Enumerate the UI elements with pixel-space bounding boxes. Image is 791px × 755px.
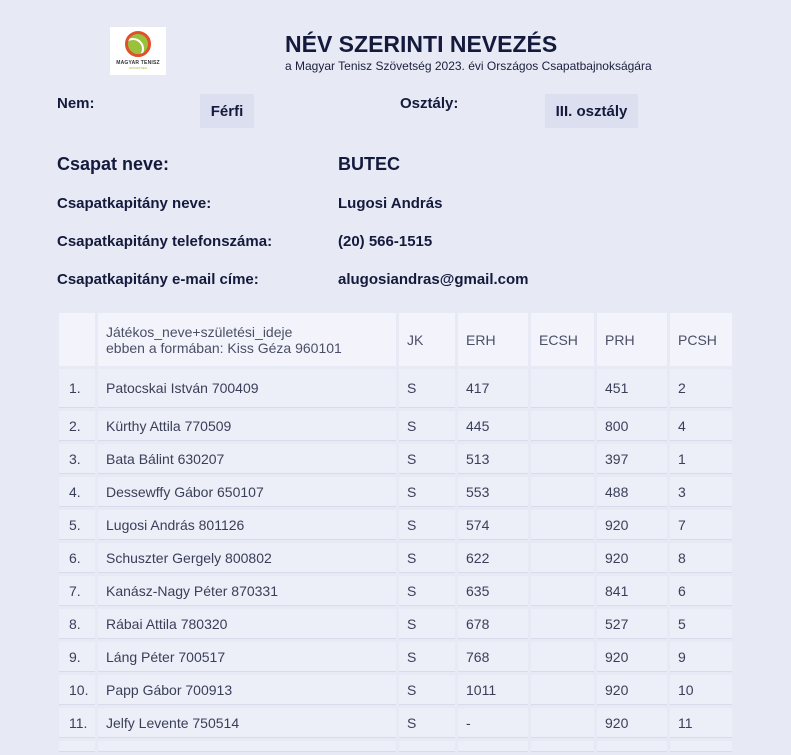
- cell-prh[interactable]: 920: [597, 510, 667, 540]
- cell-prh[interactable]: 488: [597, 477, 667, 507]
- cell-erh[interactable]: 417: [458, 369, 528, 408]
- cell-ecsh[interactable]: [531, 477, 594, 507]
- table-row: [59, 609, 732, 639]
- cell-name[interactable]: Lugosi András 801126: [98, 510, 396, 540]
- cell-ecsh[interactable]: [531, 642, 594, 672]
- cell-erh[interactable]: 768: [458, 642, 528, 672]
- cell-prh[interactable]: 800: [597, 411, 667, 441]
- cell-pcsh[interactable]: 7: [670, 510, 732, 540]
- cell-name[interactable]: Rábai Attila 780320: [98, 609, 396, 639]
- team-value[interactable]: BUTEC: [338, 154, 400, 174]
- table-header-row: [59, 313, 732, 366]
- cell-erh[interactable]: -: [458, 708, 528, 738]
- cell-prh[interactable]: 920: [597, 642, 667, 672]
- email-label: Csapatkapitány e-mail címe:: [57, 271, 259, 288]
- phone-label: Csapatkapitány telefonszáma:: [57, 233, 273, 250]
- cell-name[interactable]: Dessewffy Gábor 650107: [98, 477, 396, 507]
- cell-ecsh[interactable]: [531, 675, 594, 705]
- cell-jk[interactable]: S: [399, 369, 455, 408]
- captain-label: Csapatkapitány neve:: [57, 195, 212, 212]
- cell-name[interactable]: Láng Péter 700517: [98, 642, 396, 672]
- cell-jk[interactable]: S: [399, 642, 455, 672]
- page-subtitle: a Magyar Tenisz Szövetség 2023. évi Országos Csapatbajnokságára: [285, 59, 652, 73]
- cell-idx: 10.: [59, 675, 95, 705]
- gender-label: Nem:: [57, 95, 95, 112]
- cell-empty: [670, 741, 732, 752]
- cell-idx: 5.: [59, 510, 95, 540]
- cell-jk[interactable]: S: [399, 675, 455, 705]
- class-label: Osztály:: [400, 95, 459, 112]
- cell-pcsh[interactable]: 2: [670, 369, 732, 408]
- table-row: [59, 675, 732, 705]
- tennis-ball-icon: [125, 31, 151, 57]
- captain-value[interactable]: Lugosi András: [338, 195, 443, 212]
- cell-pcsh[interactable]: 8: [670, 543, 732, 573]
- cell-prh[interactable]: 920: [597, 543, 667, 573]
- cell-ecsh[interactable]: [531, 609, 594, 639]
- cell-erh[interactable]: 1011: [458, 675, 528, 705]
- cell-name[interactable]: Patocskai István 700409: [98, 369, 396, 408]
- cell-idx: 4.: [59, 477, 95, 507]
- cell-prh[interactable]: 527: [597, 609, 667, 639]
- cell-pcsh[interactable]: 11: [670, 708, 732, 738]
- team-label: Csapat neve:: [57, 154, 170, 174]
- cell-prh[interactable]: 451: [597, 369, 667, 408]
- cell-empty: [531, 741, 594, 752]
- cell-empty: [399, 741, 455, 752]
- table-row: [59, 411, 732, 441]
- logo-subtext: SZÖVETSÉG: [128, 66, 148, 70]
- cell-erh[interactable]: 553: [458, 477, 528, 507]
- cell-erh[interactable]: 445: [458, 411, 528, 441]
- cell-prh[interactable]: 920: [597, 708, 667, 738]
- cell-empty: [458, 741, 528, 752]
- cell-erh[interactable]: 678: [458, 609, 528, 639]
- cell-idx: 8.: [59, 609, 95, 639]
- cell-empty: [59, 741, 95, 752]
- cell-pcsh[interactable]: 10: [670, 675, 732, 705]
- cell-name[interactable]: Jelfy Levente 750514: [98, 708, 396, 738]
- table-row: [59, 543, 732, 573]
- cell-jk[interactable]: S: [399, 708, 455, 738]
- cell-idx: 11.: [59, 708, 95, 738]
- table-row: [59, 444, 732, 474]
- cell-idx: 3.: [59, 444, 95, 474]
- table-row-partial: [59, 741, 732, 752]
- header-erh: ERH: [458, 313, 528, 366]
- table-row: [59, 477, 732, 507]
- header-prh: PRH: [597, 313, 667, 366]
- cell-name[interactable]: Papp Gábor 700913: [98, 675, 396, 705]
- header-player-name: [98, 313, 396, 366]
- cell-idx: 9.: [59, 642, 95, 672]
- cell-empty: [597, 741, 667, 752]
- cell-idx: 1.: [59, 369, 95, 408]
- table-row: [59, 642, 732, 672]
- federation-logo: [110, 27, 166, 75]
- cell-prh[interactable]: 841: [597, 576, 667, 606]
- cell-pcsh[interactable]: 9: [670, 642, 732, 672]
- players-table: [56, 310, 735, 755]
- email-value[interactable]: alugosiandras@gmail.com: [338, 271, 529, 288]
- cell-prh[interactable]: 397: [597, 444, 667, 474]
- cell-jk[interactable]: S: [399, 411, 455, 441]
- header-player-name-line1: Játékos_neve+születési_ideje: [106, 323, 293, 340]
- cell-erh[interactable]: 513: [458, 444, 528, 474]
- cell-ecsh[interactable]: [531, 411, 594, 441]
- cell-name[interactable]: Kürthy Attila 770509: [98, 411, 396, 441]
- cell-jk[interactable]: S: [399, 510, 455, 540]
- cell-idx: 6.: [59, 543, 95, 573]
- cell-empty: [98, 741, 396, 752]
- cell-jk[interactable]: S: [399, 543, 455, 573]
- cell-erh[interactable]: 574: [458, 510, 528, 540]
- cell-jk[interactable]: S: [399, 609, 455, 639]
- cell-pcsh[interactable]: 4: [670, 411, 732, 441]
- logo-text: MAGYAR TENISZ: [116, 60, 160, 66]
- cell-name[interactable]: Bata Bálint 630207: [98, 444, 396, 474]
- cell-name[interactable]: Schuszter Gergely 800802: [98, 543, 396, 573]
- table-row: [59, 369, 732, 408]
- cell-ecsh[interactable]: [531, 576, 594, 606]
- header-index: [59, 313, 95, 366]
- cell-ecsh[interactable]: [531, 708, 594, 738]
- header-pcsh: PCSH: [670, 313, 732, 366]
- cell-idx: 7.: [59, 576, 95, 606]
- cell-jk[interactable]: S: [399, 576, 455, 606]
- cell-ecsh[interactable]: [531, 510, 594, 540]
- cell-erh[interactable]: 622: [458, 543, 528, 573]
- cell-erh[interactable]: 635: [458, 576, 528, 606]
- table-row: [59, 510, 732, 540]
- header-ecsh: ECSH: [531, 313, 594, 366]
- header-player-name-line2: ebben a formában: Kiss Géza 960101: [106, 339, 342, 356]
- phone-value[interactable]: (20) 566-1515: [338, 233, 433, 250]
- cell-ecsh[interactable]: [531, 369, 594, 408]
- table-row: [59, 708, 732, 738]
- header-jk: JK: [399, 313, 455, 366]
- table-row: [59, 576, 732, 606]
- cell-pcsh[interactable]: 1: [670, 444, 732, 474]
- cell-name[interactable]: Kanász-Nagy Péter 870331: [98, 576, 396, 606]
- cell-pcsh[interactable]: 5: [670, 609, 732, 639]
- cell-pcsh[interactable]: 3: [670, 477, 732, 507]
- cell-prh[interactable]: 920: [597, 675, 667, 705]
- cell-ecsh[interactable]: [531, 444, 594, 474]
- cell-ecsh[interactable]: [531, 543, 594, 573]
- gender-field[interactable]: Férfi: [200, 94, 254, 128]
- cell-jk[interactable]: S: [399, 477, 455, 507]
- class-field[interactable]: III. osztály: [545, 94, 638, 128]
- cell-pcsh[interactable]: 6: [670, 576, 732, 606]
- cell-jk[interactable]: S: [399, 444, 455, 474]
- cell-idx: 2.: [59, 411, 95, 441]
- page-title: NÉV SZERINTI NEVEZÉS: [285, 31, 558, 57]
